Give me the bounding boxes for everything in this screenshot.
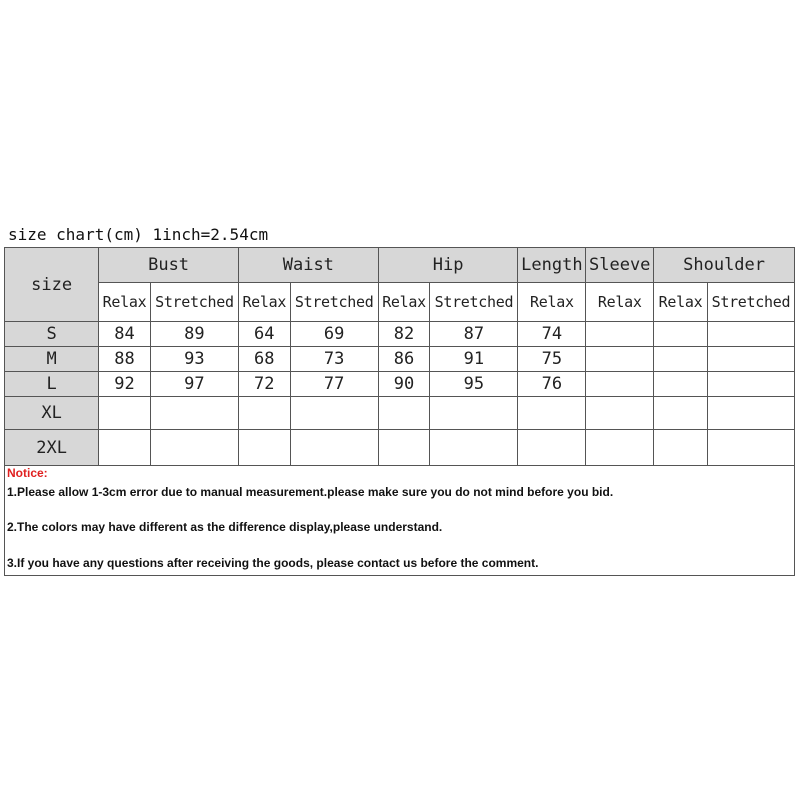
- bust-header: Bust: [99, 248, 239, 283]
- size-label: 2XL: [5, 430, 99, 466]
- size-chart-caption: size chart(cm) 1inch=2.54cm: [8, 225, 269, 244]
- length-relax-header: Relax: [518, 283, 586, 322]
- table-cell: [707, 397, 794, 430]
- size-label: L: [5, 372, 99, 397]
- table-cell: [707, 430, 794, 466]
- table-cell: [654, 397, 708, 430]
- notice-line: 3.If you have any questions after receiving the goods, please contact us before the comment.: [7, 556, 539, 570]
- table-cell: [430, 397, 518, 430]
- table-cell: 91: [430, 347, 518, 372]
- table-cell: [586, 397, 654, 430]
- waist-relax-header: Relax: [238, 283, 290, 322]
- size-label: XL: [5, 397, 99, 430]
- table-cell: 90: [378, 372, 430, 397]
- table-cell: 84: [99, 322, 151, 347]
- table-cell: [238, 397, 290, 430]
- group-header-row: [5, 248, 795, 283]
- table-cell: 69: [290, 322, 378, 347]
- hip-relax-header: Relax: [378, 283, 430, 322]
- size-chart-table: [4, 247, 795, 466]
- size-label: M: [5, 347, 99, 372]
- sleeve-header: Sleeve: [586, 248, 654, 283]
- table-cell: 92: [99, 372, 151, 397]
- table-cell: 73: [290, 347, 378, 372]
- length-header: Length: [518, 248, 586, 283]
- table-cell: [707, 347, 794, 372]
- table-cell: 64: [238, 322, 290, 347]
- hip-stretched-header: Stretched: [430, 283, 518, 322]
- sleeve-relax-header: Relax: [586, 283, 654, 322]
- table-cell: 89: [150, 322, 238, 347]
- bust-stretched-header: Stretched: [150, 283, 238, 322]
- table-cell: [707, 372, 794, 397]
- size-column-header: size: [5, 248, 99, 322]
- table-cell: [586, 430, 654, 466]
- table-cell: [586, 347, 654, 372]
- waist-header: Waist: [238, 248, 378, 283]
- notice-title: Notice:: [7, 466, 48, 480]
- table-cell: 97: [150, 372, 238, 397]
- notice-line: 1.Please allow 1-3cm error due to manual measurement.please make sure you do not mind before you bid.: [7, 485, 614, 499]
- table-cell: [150, 430, 238, 466]
- table-cell: [707, 322, 794, 347]
- notice-line: 2.The colors may have different as the difference display,please understand.: [7, 520, 443, 534]
- table-cell: 88: [99, 347, 151, 372]
- table-cell: [654, 322, 708, 347]
- table-cell: [290, 397, 378, 430]
- waist-stretched-header: Stretched: [290, 283, 378, 322]
- table-row: [5, 397, 795, 430]
- table-cell: [518, 397, 586, 430]
- table-cell: [378, 430, 430, 466]
- table-cell: 75: [518, 347, 586, 372]
- table-cell: [150, 397, 238, 430]
- table-row: [5, 322, 795, 347]
- table-cell: [99, 397, 151, 430]
- table-cell: 72: [238, 372, 290, 397]
- table-cell: [430, 430, 518, 466]
- bust-relax-header: Relax: [99, 283, 151, 322]
- table-cell: [654, 372, 708, 397]
- table-row: [5, 347, 795, 372]
- table-row: [5, 430, 795, 466]
- table-cell: [518, 430, 586, 466]
- size-label: S: [5, 322, 99, 347]
- table-row: [5, 372, 795, 397]
- table-cell: [586, 372, 654, 397]
- table-cell: 82: [378, 322, 430, 347]
- table-cell: [290, 430, 378, 466]
- table-cell: 68: [238, 347, 290, 372]
- table-cell: [586, 322, 654, 347]
- table-cell: 95: [430, 372, 518, 397]
- shoulder-relax-header: Relax: [654, 283, 708, 322]
- table-cell: [238, 430, 290, 466]
- table-cell: 86: [378, 347, 430, 372]
- shoulder-stretched-header: Stretched: [707, 283, 794, 322]
- table-cell: 77: [290, 372, 378, 397]
- table-cell: [654, 347, 708, 372]
- shoulder-header: Shoulder: [654, 248, 795, 283]
- table-cell: [99, 430, 151, 466]
- table-cell: 93: [150, 347, 238, 372]
- table-cell: 87: [430, 322, 518, 347]
- notice-box: [4, 462, 795, 576]
- table-cell: [378, 397, 430, 430]
- hip-header: Hip: [378, 248, 518, 283]
- sub-header-row: [5, 283, 795, 322]
- table-cell: 74: [518, 322, 586, 347]
- table-cell: 76: [518, 372, 586, 397]
- table-cell: [654, 430, 708, 466]
